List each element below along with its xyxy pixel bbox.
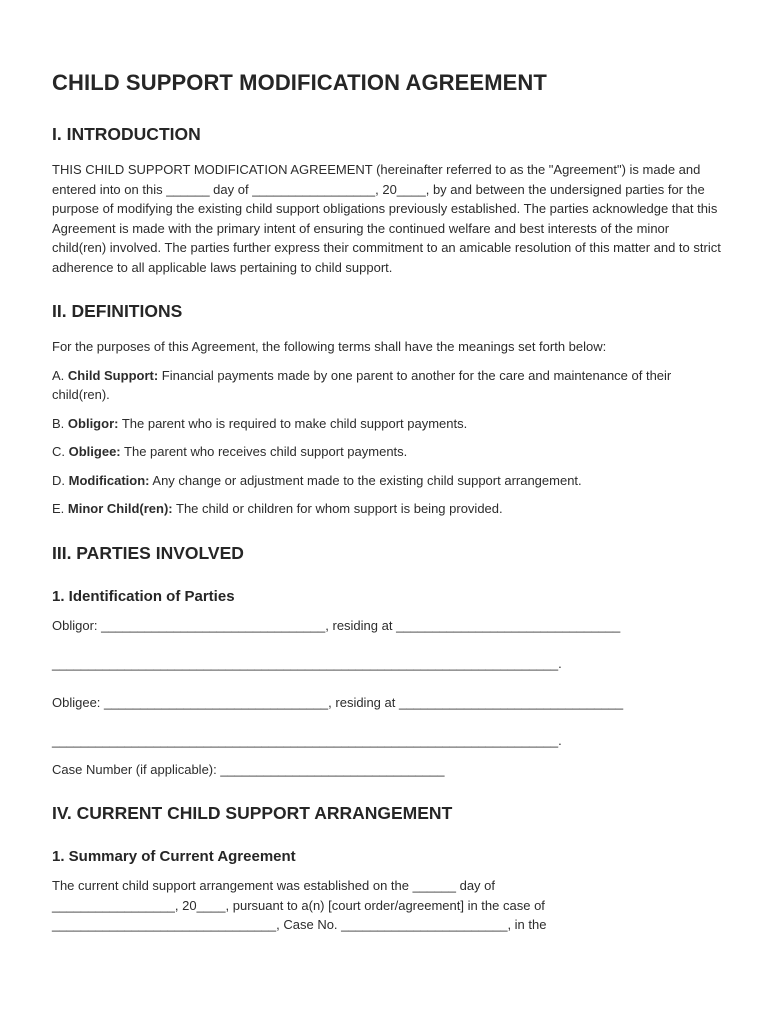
current-agreement-line-2: _________________, 20____, pursuant to a(n) [court order/agreement] in the case of [52, 897, 545, 913]
definition-term: Minor Child(ren): [67, 501, 173, 516]
definition-child-support [52, 366, 724, 405]
obligee-address-line: ______________________________________________________________________. [52, 733, 562, 748]
definition-term: Child Support: [67, 367, 159, 383]
section-heading-definitions: II. DEFINITIONS [52, 301, 183, 321]
obligor-line: Obligor: _______________________________, residing at _______________________________ [52, 617, 621, 633]
definition-term: Obligee: [68, 444, 121, 459]
definition-prefix: D. [52, 472, 69, 488]
case-number-line: Case Number (if applicable): _______________________________ [52, 761, 445, 777]
subheading-identification-of-parties: 1. Identification of Parties [52, 587, 235, 605]
definition-prefix: C. [52, 444, 69, 459]
document-title: CHILD SUPPORT MODIFICATION AGREEMENT [52, 70, 547, 95]
introduction-paragraph: THIS CHILD SUPPORT MODIFICATION AGREEMENT (hereinafter referred to as the "Agreement") is made and entered into on this ______ day of _________________, 20____, by and between the undersigned parties for the purpose of modifying the existing child support obligations previously established. The parties acknowledge that this Agreement is made with the primary intent of ensuring the continued welfare and best interests of the minor child(ren) involved. The parties further express their commitment to an amicable resolution of this matter and to strict adherence to all applicable laws pertaining to child support. [52, 162, 721, 275]
definition-obligee [52, 442, 724, 462]
section-heading-current-arrangement: IV. CURRENT CHILD SUPPORT ARRANGEMENT [52, 803, 453, 823]
definitions-lead: For the purposes of this Agreement, the following terms shall have the meanings set forth below: [52, 339, 607, 354]
document-page [52, 70, 724, 935]
definition-modification [52, 471, 724, 491]
definition-prefix: B. [52, 415, 68, 431]
definition-text: Any change or adjustment made to the existing child support arrangement. [149, 472, 582, 488]
definition-prefix: E. [52, 501, 68, 516]
subheading-summary-current-agreement: 1. Summary of Current Agreement [52, 848, 296, 865]
definition-text: Financial payments made by one parent to another for the care and maintenance of their child(ren). [52, 367, 672, 402]
definition-obligor [52, 414, 724, 434]
section-heading-introduction: I. INTRODUCTION [52, 124, 201, 144]
definition-minor-children [52, 499, 724, 519]
definition-text: The child or children for whom support is being provided. [172, 501, 503, 516]
definition-prefix: A. [52, 367, 68, 383]
definition-term: Modification: [68, 472, 150, 488]
definition-text: The parent who is required to make child support payments. [118, 415, 468, 431]
current-agreement-line-3: _______________________________, Case No. _______________________, in the [52, 917, 547, 932]
definition-text: The parent who receives child support payments. [120, 444, 408, 459]
section-heading-parties: III. PARTIES INVOLVED [52, 542, 244, 563]
obligee-line: Obligee: _______________________________, residing at _______________________________ [52, 694, 624, 710]
definition-term: Obligor: [67, 415, 119, 431]
current-agreement-line-1: The current child support arrangement was established on the ______ day of [52, 878, 495, 893]
obligor-address-line: ______________________________________________________________________. [52, 656, 562, 671]
